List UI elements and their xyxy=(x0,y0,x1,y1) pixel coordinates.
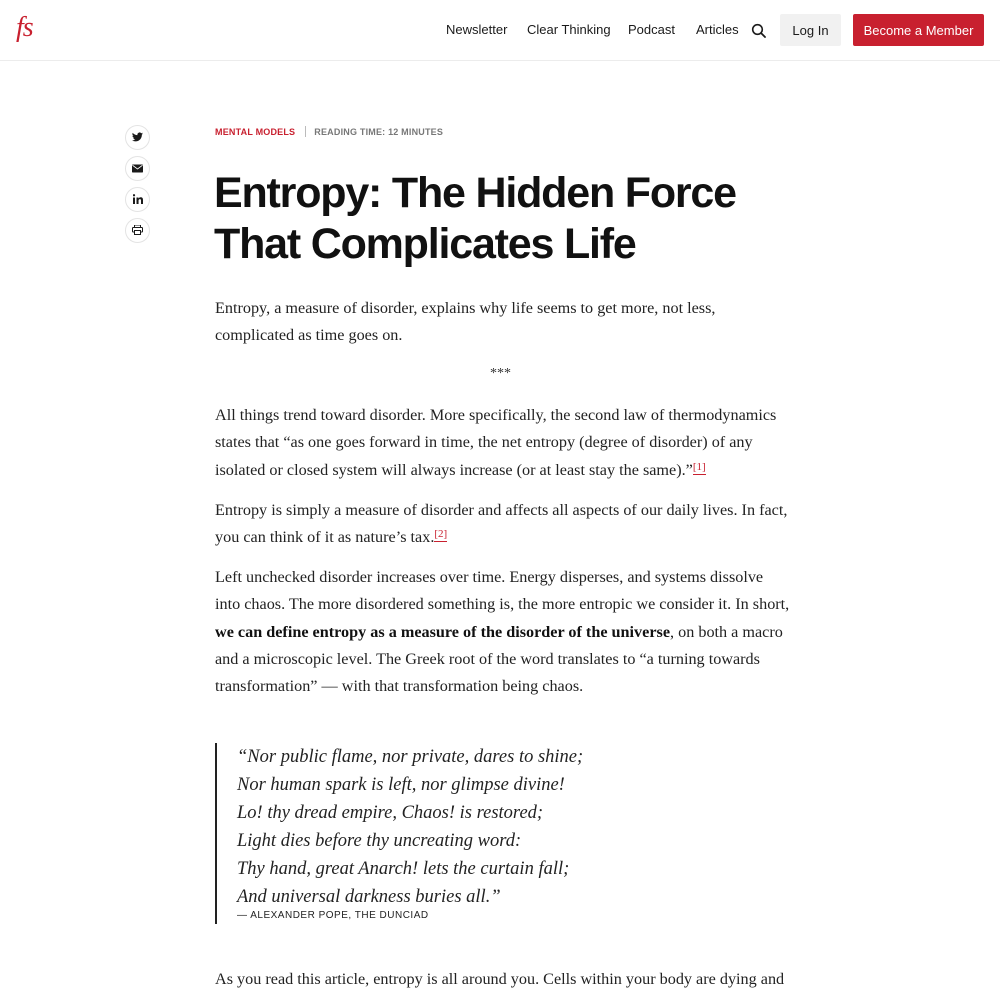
share-twitter-button[interactable] xyxy=(125,125,150,150)
site-logo[interactable]: fs xyxy=(16,12,33,43)
article-paragraph-1 xyxy=(215,402,790,484)
section-separator: *** xyxy=(490,366,511,381)
site-header xyxy=(0,0,1000,61)
article-paragraph-4: As you read this article, entropy is all around you. Cells within your body are dying and xyxy=(215,970,785,988)
quote-line: Light dies before thy uncreating word: xyxy=(237,831,522,851)
share-email-button[interactable] xyxy=(125,156,150,181)
quote-line: Thy hand, great Anarch! lets the curtain fall; xyxy=(237,859,570,879)
article-meta xyxy=(215,126,443,137)
share-linkedin-button[interactable] xyxy=(125,187,150,212)
blockquote xyxy=(215,743,775,924)
article-paragraph-3 xyxy=(215,564,790,700)
linkedin-icon xyxy=(133,191,143,209)
quote-lines xyxy=(237,743,775,911)
share-print-button[interactable] xyxy=(125,218,150,243)
category-link[interactable]: MENTAL MODELS xyxy=(215,127,296,137)
quote-line: Nor human spark is left, nor glimpse divine! xyxy=(237,775,565,795)
nav-clear-thinking[interactable]: Clear Thinking xyxy=(527,22,611,37)
login-button[interactable]: Log In xyxy=(780,14,841,46)
reading-time: READING TIME: 12 MINUTES xyxy=(314,127,444,137)
quote-line: “Nor public flame, nor private, dares to shine; xyxy=(237,747,584,767)
paragraph-2-text: Entropy is simply a measure of disorder and affects all aspects of our daily lives. In fact, you can think of it as nature’s tax. xyxy=(215,501,788,547)
twitter-icon xyxy=(132,129,143,147)
paragraph-3-emphasis: we can define entropy as a measure of the disorder of the universe xyxy=(215,622,671,641)
email-icon xyxy=(132,160,143,178)
meta-divider xyxy=(305,126,306,137)
nav-newsletter[interactable]: Newsletter xyxy=(446,22,508,37)
footnote-link-2[interactable]: [2] xyxy=(434,528,448,541)
nav-articles[interactable]: Articles xyxy=(696,22,739,37)
search-icon[interactable] xyxy=(751,23,767,39)
article-paragraph-2 xyxy=(215,497,790,552)
quote-line: And universal darkness buries all.” xyxy=(237,887,501,907)
paragraph-1-text: All things trend toward disorder. More specifically, the second law of thermodynamics states that “as one goes forward in time, the net entropy (degree of disorder) of any isolated or closed system will always increase (or at least stay the same).” xyxy=(215,406,777,479)
quote-line: Lo! thy dread empire, Chaos! is restored; xyxy=(237,803,544,823)
nav-podcast[interactable]: Podcast xyxy=(628,22,675,37)
paragraph-3-start: Left unchecked disorder increases over time. Energy disperses, and systems dissolve into chaos. The more disordered something is, the more entropic we consider it. In short, xyxy=(215,568,790,614)
page-title: Entropy: The Hidden Force That Complicates Life xyxy=(214,169,736,268)
paragraph-3-end: , on both a macro and a microscopic level. The Greek root of the word translates to “a turning towards transformation” — with that transformation being chaos. xyxy=(215,622,783,696)
print-icon xyxy=(132,222,143,240)
article-intro: Entropy, a measure of disorder, explains why life seems to get more, not less, complicated as time goes on. xyxy=(215,299,716,345)
footnote-link-1[interactable]: [1] xyxy=(692,460,706,473)
become-member-button[interactable]: Become a Member xyxy=(853,14,984,46)
quote-citation: — ALEXANDER POPE, THE DUNCIAD xyxy=(237,910,429,921)
